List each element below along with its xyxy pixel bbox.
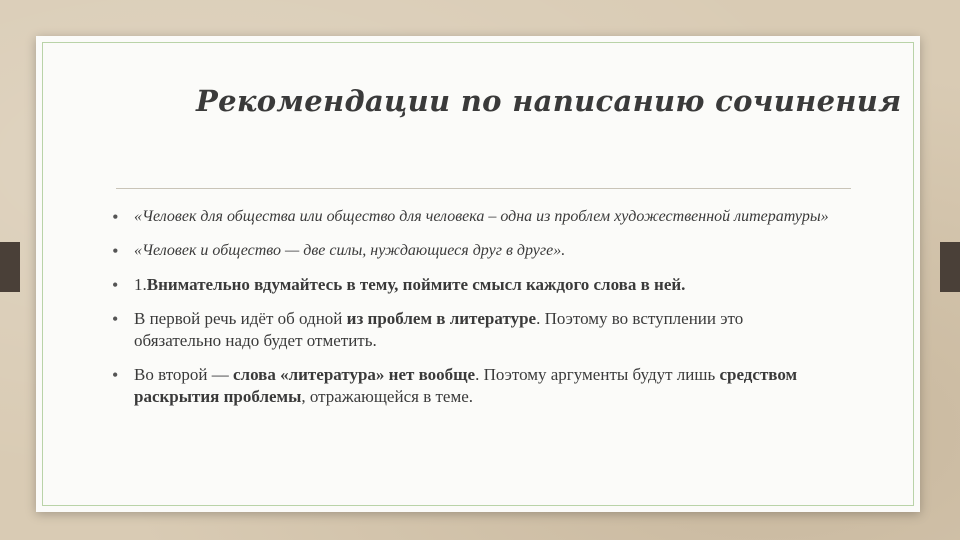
bullet-text: «Человек и общество — две силы, нуждающиеся друг в друге». — [134, 242, 566, 259]
bullet-text: «Человек для общества или общество для человека – одна из проблем художественной литературы» — [134, 208, 829, 225]
bullet-text-bold: из проблем в литературе — [346, 309, 537, 328]
bullet-text-bold: слова «литература» нет вообще — [233, 365, 476, 384]
bullet-dot-icon: • — [112, 207, 119, 227]
slide — [36, 36, 920, 512]
bullet-dot-icon: • — [112, 275, 119, 295]
left-edge-tab — [0, 242, 20, 292]
bullet-text-bold: Внимательно вдумайтесь в тему, поймите смысл каждого слова в ней. — [146, 275, 686, 294]
bullet-item — [112, 206, 832, 228]
bullet-text: В первой речь идёт об одной — [134, 309, 347, 328]
bullet-dot-icon: • — [112, 365, 119, 385]
bullet-list — [112, 206, 832, 420]
bullet-dot-icon: • — [112, 309, 119, 329]
bullet-item — [112, 364, 832, 408]
bullet-text: . Поэтому аргументы будут лишь — [475, 365, 720, 384]
bullet-text: . Поэтому во вступлении это обязательно надо будет отметить. — [134, 309, 744, 350]
bullet-item — [112, 308, 832, 352]
bullet-item — [112, 274, 832, 296]
title-divider — [116, 188, 851, 189]
bullet-text: 1. — [134, 275, 147, 294]
bullet-text-bold: средством раскрытия проблемы — [134, 365, 798, 406]
right-edge-tab — [940, 242, 960, 292]
bullet-text: , отражающейся в теме. — [301, 387, 473, 406]
bullet-text: Во второй — — [134, 365, 233, 384]
bullet-item — [112, 240, 832, 262]
slide-title: Рекомендации по написанию сочинения — [196, 84, 902, 118]
bullet-dot-icon: • — [112, 241, 119, 261]
